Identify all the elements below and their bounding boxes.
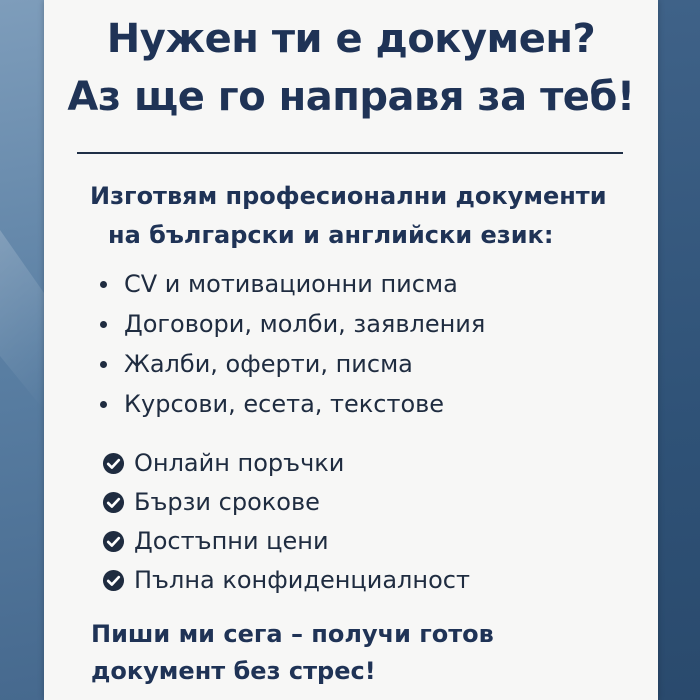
check-circle-icon — [102, 491, 125, 514]
headline-line-2: Аз ще го направя за теб! — [67, 74, 635, 120]
service-label: CV и мотивационни писма — [124, 270, 458, 298]
headline-line-1: Нужен ти е докумен? — [106, 16, 596, 62]
benefit-label: Бързи срокове — [134, 488, 320, 516]
service-item — [100, 344, 485, 384]
benefit-item — [102, 522, 470, 561]
service-item — [100, 264, 485, 304]
service-label: Курсови, есета, текстове — [124, 390, 445, 418]
check-circle-icon — [102, 452, 125, 475]
divider — [77, 152, 623, 154]
benefit-item — [102, 483, 470, 522]
background-left-panel — [0, 0, 44, 700]
benefit-label: Пълна конфиденциалност — [134, 566, 470, 594]
service-item — [100, 304, 485, 344]
benefit-label: Достъпни цени — [134, 527, 329, 555]
background-facet — [0, 230, 44, 410]
intro-line-1: Изготвям професионални документи — [90, 182, 607, 210]
check-circle-icon — [102, 530, 125, 553]
benefit-item — [102, 561, 470, 600]
bullet-dot-icon — [100, 401, 107, 408]
bullet-dot-icon — [100, 361, 107, 368]
cta-line-2: документ без стрес! — [91, 657, 376, 685]
benefits-list — [102, 444, 470, 600]
flyer-card — [44, 0, 658, 700]
service-item — [100, 384, 485, 424]
bullet-dot-icon — [100, 281, 107, 288]
bullet-dot-icon — [100, 321, 107, 328]
benefit-item — [102, 444, 470, 483]
check-circle-icon — [102, 569, 125, 592]
cta-line-1: Пиши ми сега – получи готов — [91, 620, 494, 648]
service-label: Жалби, оферти, писма — [124, 350, 413, 378]
service-label: Договори, молби, заявления — [124, 310, 486, 338]
intro-line-2: на български и английски език: — [108, 221, 554, 249]
benefit-label: Онлайн поръчки — [134, 449, 345, 477]
services-list — [100, 264, 485, 424]
background-right-panel — [658, 0, 700, 700]
